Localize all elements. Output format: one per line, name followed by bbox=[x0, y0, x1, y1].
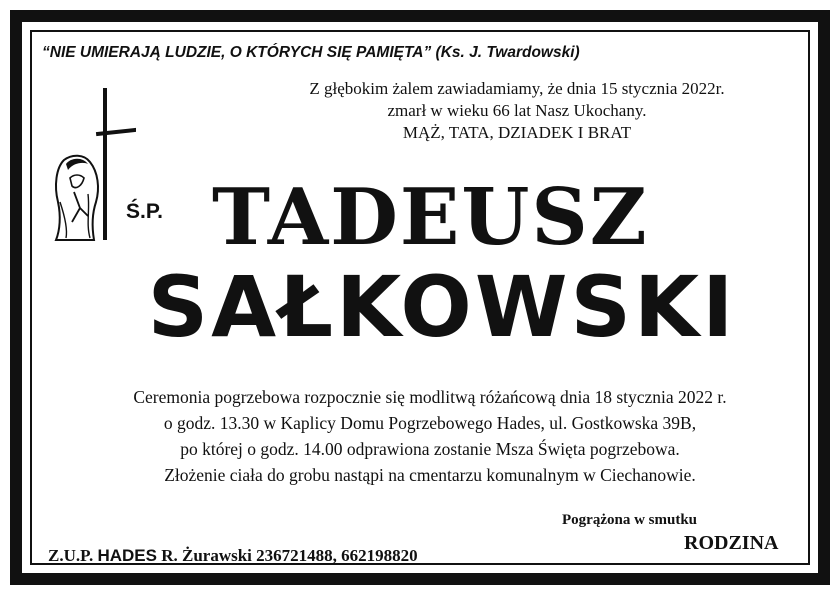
sp-label: Ś.P. bbox=[126, 200, 163, 223]
deceased-first-name: TADEUSZ bbox=[212, 172, 649, 263]
ceremony-details bbox=[52, 384, 808, 488]
intro-line-3: MĄŻ, TATA, DZIADEK I BRAT bbox=[402, 123, 632, 142]
ceremony-line-2: o godz. 13.30 w Kaplicy Domu Pogrzebowego Hades, ul. Gostkowska 39B, bbox=[163, 413, 697, 433]
footer-contact: R. Żurawski 236721488, 662198820 bbox=[161, 546, 418, 565]
grief-label: Pogrążona w smutku bbox=[562, 512, 698, 528]
epigraph-quote: “NIE UMIERAJĄ LUDZIE, O KTÓRYCH SIĘ PAMIĘTA” (Ks. J. Twardowski) bbox=[42, 44, 580, 61]
ceremony-line-4: Złożenie ciała do grobu nastąpi na cmentarzu komunalnym w Ciechanowie. bbox=[164, 465, 696, 485]
family-signature: RODZINA bbox=[684, 532, 779, 554]
intro-line-2: zmarł w wieku 66 lat Nasz Ukochany. bbox=[387, 101, 647, 120]
funeral-home-brand: HADES bbox=[97, 546, 157, 565]
funeral-home-footer bbox=[48, 546, 418, 566]
obituary-frame bbox=[10, 10, 830, 585]
announcement-intro bbox=[247, 78, 787, 144]
intro-line-1: Z głębokim żalem zawiadamiamy, że dnia 15 stycznia 2022r. bbox=[309, 79, 725, 98]
ceremony-line-3: po której o godz. 14.00 odprawiona zostanie Msza Święta pogrzebowa. bbox=[180, 439, 680, 459]
footer-prefix: Z.U.P. bbox=[48, 546, 94, 565]
deceased-last-name: SAŁKOWSKI bbox=[147, 258, 737, 356]
cross-with-praying-figure-icon bbox=[46, 82, 136, 247]
inner-border bbox=[30, 30, 810, 565]
ceremony-line-1: Ceremonia pogrzebowa rozpocznie się modlitwą różańcową dnia 18 stycznia 2022 r. bbox=[133, 387, 727, 407]
